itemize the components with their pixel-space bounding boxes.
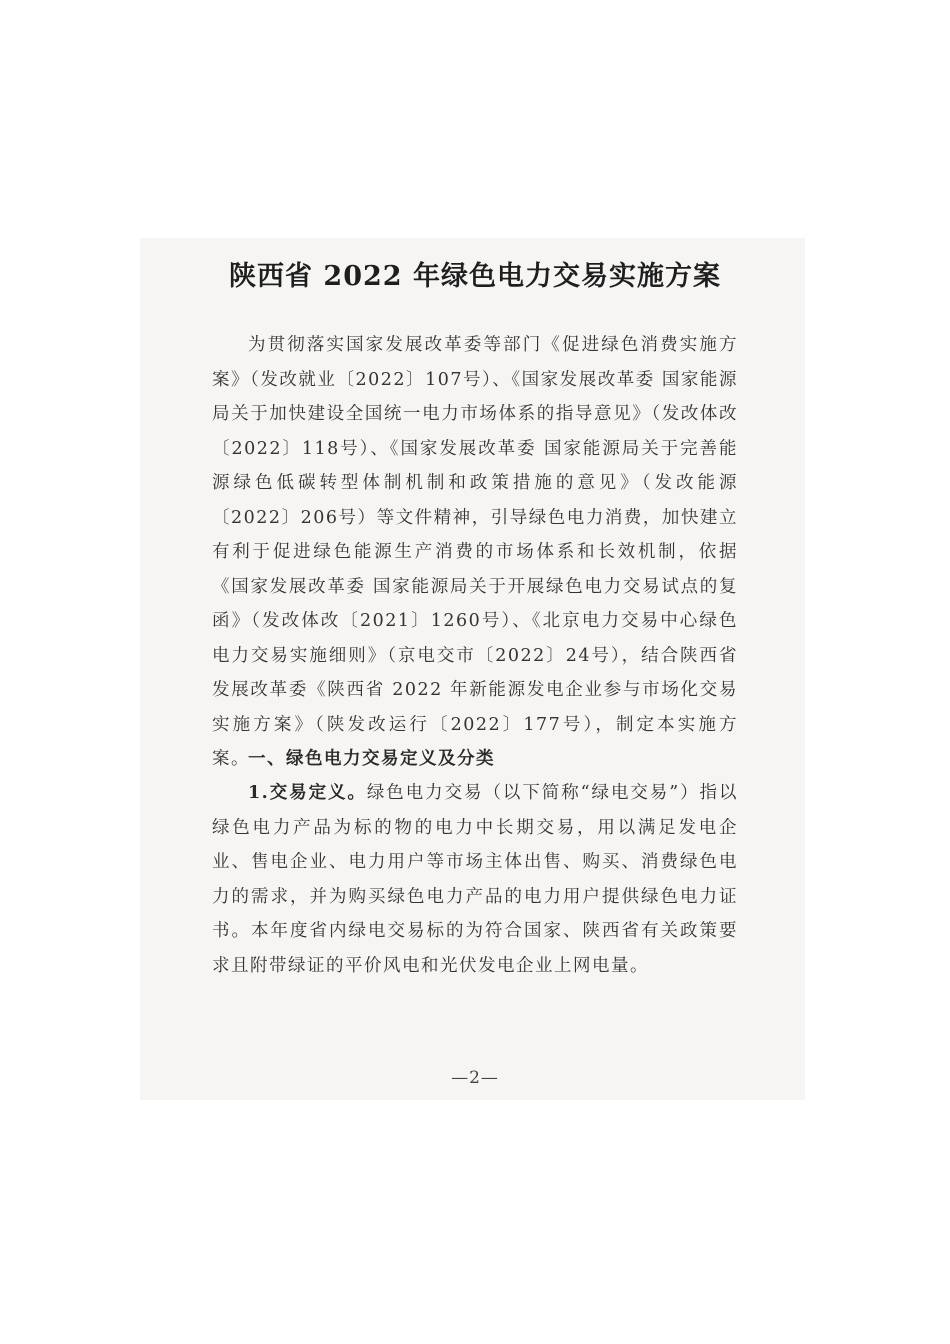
definition-paragraph [212,776,738,983]
definition-lead: 1.交易定义。 [248,783,367,803]
intro-paragraph: 为贯彻落实国家发展改革委等部门《促进绿色消费实施方案》（发改就业〔2022〕107号）、《国家发展改革委 国家能源局关于加快建设全国统一电力市场体系的指导意见》（发改体改〔2022〕118号）、《国家发展改革委 国家能源局关于完善能源绿色低碳转型体制机制和政策措施的意见》（发改能源〔2022〕206号）等文件精神，引导绿色电力消费，加快建立有利于促进绿色能源生产消费的市场体系和长效机制，依据《国家发展改革委 国家能源局关于开展绿色电力交易试点的复函》（发改体改〔2021〕1260号）、《北京电力交易中心绿色电力交易实施细则》（京电交市〔2022〕24号），结合陕西省发展改革委《陕西省 2022 年新能源发电企业参与市场化交易实施方案》（陕发改运行〔2022〕177号），制定本实施方案。 [212,335,738,769]
page-number: —2— [451,1068,499,1088]
definition-body: 绿色电力交易（以下简称“绿电交易”）指以绿色电力产品为标的物的电力中长期交易，用以满足发电企业、售电企业、电力用户等市场主体出售、购买、消费绿色电力的需求，并为购买绿色电力产品的电力用户提供绿色电力证书。本年度省内绿电交易标的为符合国家、陕西省有关政策要求且附带绿证的平价风电和光伏发电企业上网电量。 [212,783,738,976]
section-heading: 一、绿色电力交易定义及分类 [248,749,495,769]
document-title: 陕西省 2022 年绿色电力交易实施方案 [229,261,721,292]
